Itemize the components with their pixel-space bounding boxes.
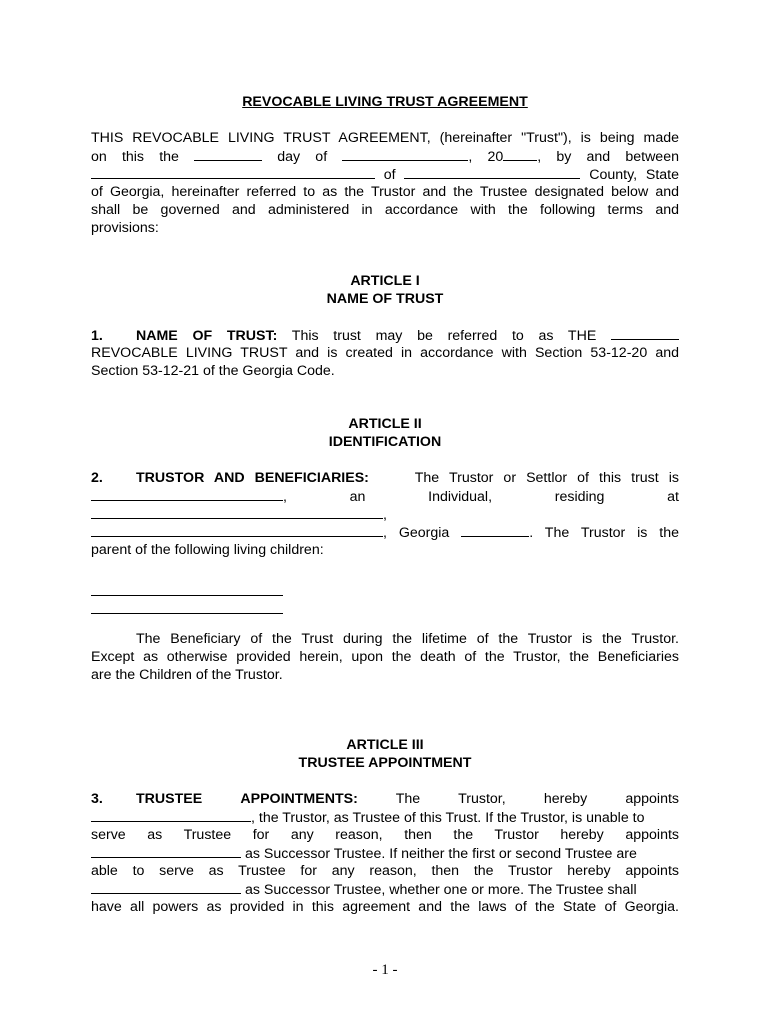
article-3-line-6: as Successor Trustee, whether one or more. The Trustee shall	[91, 880, 679, 898]
month-blank[interactable]	[342, 147, 468, 161]
zip-blank[interactable]	[461, 523, 529, 537]
address-blank-2[interactable]	[91, 523, 383, 537]
page-number: - 1 -	[372, 962, 398, 978]
trustor-name-blank[interactable]	[91, 165, 375, 179]
successor-trustee-blank-2[interactable]	[91, 880, 241, 894]
article-2-para-2-line-2: Except as otherwise provided herein, upon the death of the Trustor, the Beneficiaries	[91, 649, 679, 665]
county-blank[interactable]	[404, 165, 580, 179]
article-2-line-5: parent of the following living children:	[91, 542, 324, 558]
article-3-line-7: have all powers as provided in this agreement and the laws of the State of Georgia.	[91, 899, 679, 915]
trust-name-blank[interactable]	[611, 326, 679, 340]
intro-line-4: of Georgia, hereinafter referred to as the Trustor and the Trustee designated below and	[91, 184, 679, 200]
intro-line-1: THIS REVOCABLE LIVING TRUST AGREEMENT, (hereinafter "Trust"), is being made	[91, 130, 679, 146]
document-title: REVOCABLE LIVING TRUST AGREEMENT	[242, 94, 528, 110]
successor-trustee-blank-1[interactable]	[91, 844, 241, 858]
intro-line-2: on this the day of , 20 , by and between	[91, 149, 679, 165]
trustee-blank[interactable]	[91, 808, 251, 822]
child-name-blank-2[interactable]	[91, 600, 283, 614]
article-2-para-2-line-1: The Beneficiary of the Trust during the lifetime of the Trustor is the Trustor.	[136, 631, 679, 647]
child-2-line	[91, 600, 679, 618]
address-blank-1[interactable]	[91, 505, 383, 519]
article-3-subheading: TRUSTEE APPOINTMENT	[298, 755, 472, 771]
article-1-line-3: Section 53-12-21 of the Georgia Code.	[91, 363, 335, 379]
article-2-line-2: , an Individual, residing at	[91, 487, 679, 505]
intro-line-5: shall be governed and administered in accordance with the following terms and	[91, 202, 679, 218]
article-2-subheading: IDENTIFICATION	[328, 434, 442, 450]
article-3-line-2: , the Trustor, as Trustee of this Trust. If the Trustor, is unable to	[91, 808, 679, 826]
article-2-line-3: ,	[91, 505, 679, 523]
article-3-line-4: as Successor Trustee. If neither the first or second Trustee are	[91, 844, 679, 862]
article-3-line-3: serve as Trustee for any reason, then the Trustor hereby appoints	[91, 827, 679, 843]
article-1-line-2: REVOCABLE LIVING TRUST and is created in accordance with Section 53-12-20 and	[91, 345, 679, 361]
day-blank[interactable]	[194, 147, 262, 161]
article-2-heading: ARTICLE II	[348, 416, 422, 432]
child-1-line	[91, 582, 679, 600]
child-name-blank-1[interactable]	[91, 582, 283, 596]
article-1-subheading: NAME OF TRUST	[326, 291, 444, 307]
article-3-line-5: able to serve as Trustee for any reason, then the Trustor hereby appoints	[91, 863, 679, 879]
intro-line-6: provisions:	[91, 220, 159, 236]
article-2-line-1: 2. TRUSTOR AND BENEFICIARIES: The Trustor or Settlor of this trust is	[91, 470, 679, 486]
trustor-blank[interactable]	[91, 487, 283, 501]
intro-line-3: of County, State	[91, 165, 679, 183]
article-3-line-1: 3. TRUSTEE APPOINTMENTS: The Trustor, hereby appoints	[91, 791, 679, 807]
article-1-line-1: 1. NAME OF TRUST: This trust may be referred to as THE	[91, 326, 679, 344]
year-blank[interactable]	[503, 147, 537, 161]
article-1-heading: ARTICLE I	[350, 273, 420, 289]
article-2-line-4: , Georgia . The Trustor is the	[91, 523, 679, 541]
article-2-para-2-line-3: are the Children of the Trustor.	[91, 667, 283, 683]
article-3-heading: ARTICLE III	[346, 737, 424, 753]
